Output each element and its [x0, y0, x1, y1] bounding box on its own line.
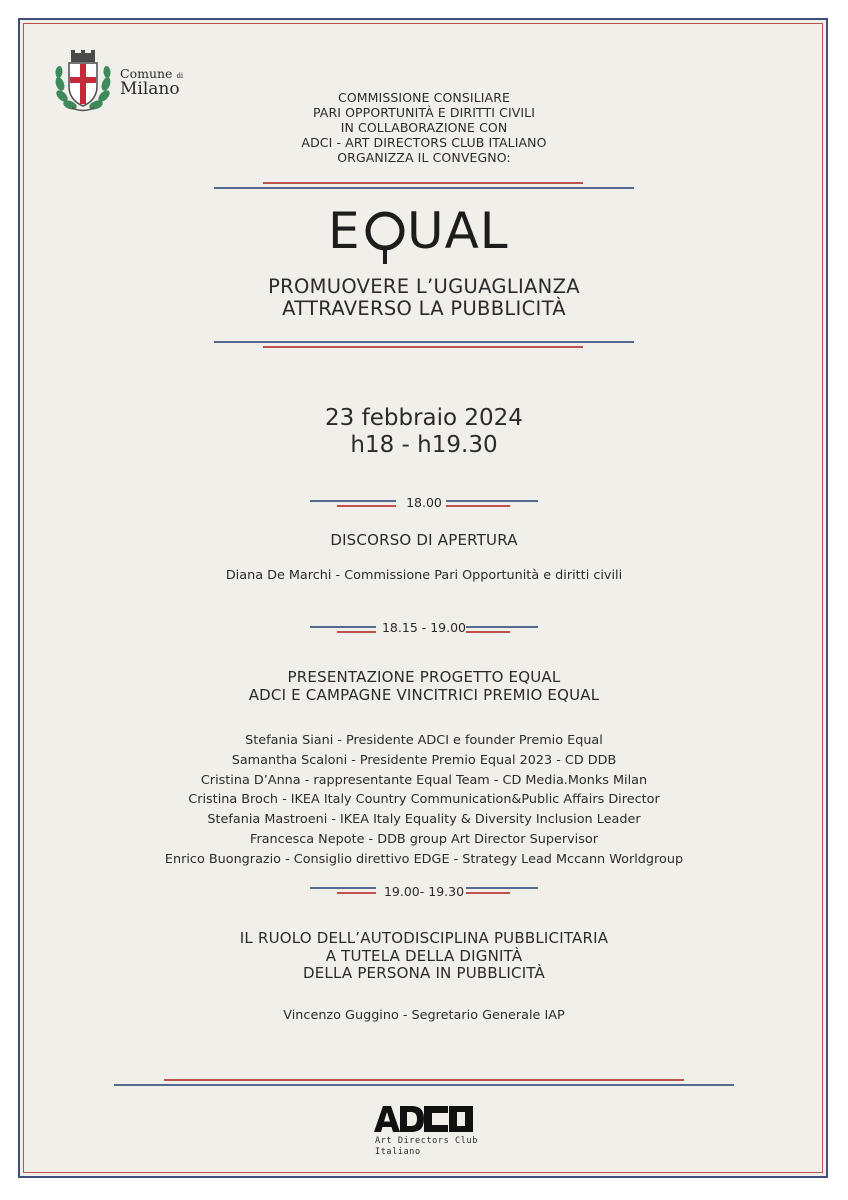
section-title-presentation: [0, 669, 848, 704]
speaker-line: Stefania Siani - Presidente ADCI e founder Premio Equal: [245, 733, 603, 748]
header-line: COMMISSIONE CONSILIARE: [338, 90, 510, 105]
speaker-line: Diana De Marchi - Commissione Pari Opportunità e diritti civili: [225, 568, 623, 583]
section-title-self-regulation: [0, 930, 848, 983]
speaker-list-presentation: [0, 731, 848, 870]
equal-wordmark-logo: [328, 202, 523, 266]
speaker-line: Cristina D’Anna - rappresentante Equal Team - CD Media.Monks Milan: [200, 772, 648, 788]
section-title-line: IL RUOLO DELL’AUTODISCIPLINA PUBBLICITARIA: [239, 929, 609, 947]
adci-logo: [374, 1106, 474, 1132]
footer-divider-blue: [114, 1084, 734, 1086]
speaker-line: Francesca Nepote - DDB group Art Director Supervisor: [250, 831, 598, 847]
section-title-line: PRESENTAZIONE PROGETTO EQUAL: [287, 668, 561, 686]
equal-letter-e: E: [328, 202, 361, 260]
divider-blue: [214, 341, 634, 343]
equal-letters-ual: UAL: [407, 202, 509, 260]
comune-label: Comune di: [120, 66, 184, 81]
adci-caption-line: Art Directors Club: [375, 1136, 478, 1146]
section-title-line: DELLA PERSONA IN PUBBLICITÀ: [303, 964, 545, 982]
divider-blue: [214, 187, 634, 189]
event-date: 23 febbraio 2024: [325, 405, 523, 431]
adci-caption-line: Italiano: [375, 1147, 421, 1157]
event-subtitle: [0, 276, 848, 320]
speaker-line: Enrico Buongrazio - Consiglio direttivo EDGE - Strategy Lead Mccann Worldgroup: [164, 851, 684, 867]
header-line: ADCI - ART DIRECTORS CLUB ITALIANO: [301, 135, 547, 150]
divider-red: [263, 346, 583, 348]
subtitle-line: PROMUOVERE L’UGUAGLIANZA: [268, 275, 580, 298]
organizer-header: [0, 90, 848, 165]
poster-inner-frame: [23, 23, 823, 1173]
section-title-line: DISCORSO DI APERTURA: [330, 531, 518, 549]
header-line: ORGANIZZA IL CONVEGNO:: [337, 150, 511, 165]
section-title-line: ADCI E CAMPAGNE VINCITRICI PREMIO EQUAL: [248, 685, 600, 704]
time-slot-1: 18.00: [406, 495, 442, 510]
section-title-line: A TUTELA DELLA DIGNITÀ: [325, 946, 523, 965]
event-date-block: [0, 405, 848, 459]
section-title-opening: [0, 532, 848, 550]
header-line: IN COLLABORAZIONE CON: [340, 120, 508, 135]
speaker-line: Vincenzo Guggino - Segretario Generale IAP: [283, 1008, 565, 1023]
footer-divider-red: [164, 1079, 684, 1081]
speaker-list-self-regulation: [0, 1006, 848, 1026]
speaker-line: Cristina Broch - IKEA Italy Country Communication&Public Affairs Director: [188, 792, 660, 808]
speaker-list-opening: [0, 566, 848, 586]
time-slot-3: 19.00- 19.30: [383, 884, 465, 899]
equal-q-ring-icon: [368, 214, 402, 248]
event-hours: h18 - h19.30: [350, 432, 498, 458]
speaker-line: Stefania Mastroeni - IKEA Italy Equality & Diversity Inclusion Leader: [207, 812, 641, 828]
adci-caption: [375, 1136, 478, 1158]
time-slot-2: 18.15 - 19.00: [381, 620, 467, 635]
subtitle-line: ATTRAVERSO LA PUBBLICITÀ: [282, 297, 566, 320]
divider-red: [263, 182, 583, 184]
equal-q-tail-icon: [383, 246, 387, 264]
milano-label: Milano: [120, 79, 180, 99]
speaker-line: Samantha Scaloni - Presidente Premio Equal 2023 - CD DDB: [231, 752, 617, 768]
header-line: PARI OPPORTUNITÀ E DIRITTI CIVILI: [312, 105, 536, 120]
